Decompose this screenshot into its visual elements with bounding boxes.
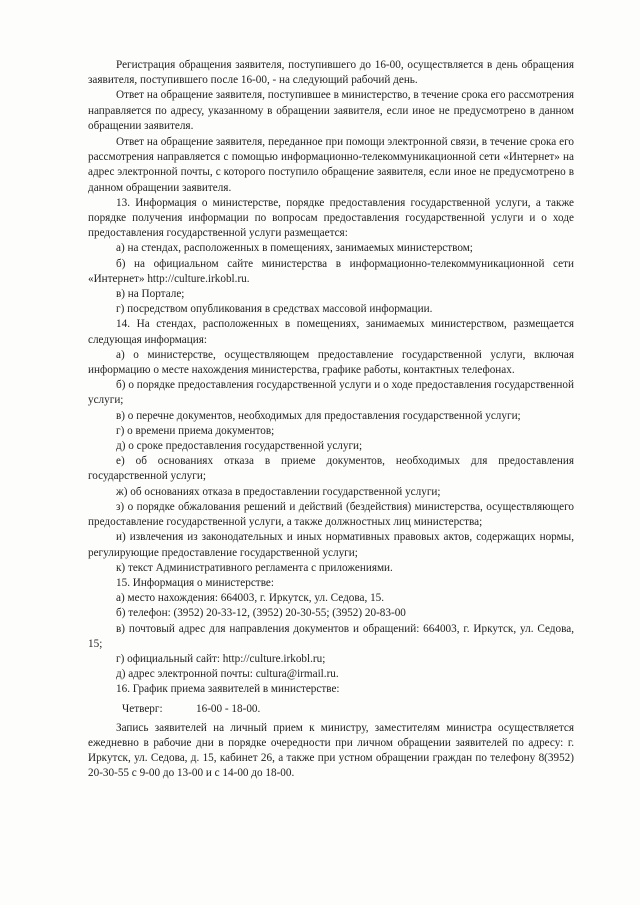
- list-item-15e: д) адрес электронной почты: cultura@irmail.ru.: [116, 668, 339, 681]
- list-item-15c: в) почтовый адрес для направления документов и обращений: 664003, г. Иркутск, ул. Седова, 15;: [88, 622, 574, 650]
- list-item-14k: к) текст Административного регламента с приложениями.: [116, 561, 393, 574]
- list-item-14d: г) о времени приема документов;: [116, 424, 275, 437]
- list-item-13a: а) на стендах, расположенных в помещениях, занимаемых министерством;: [116, 242, 473, 255]
- paragraph-section-14: 14. На стендах, расположенных в помещениях, занимаемых министерством, размещается следующая информация:: [88, 318, 574, 346]
- list-item-14g: ж) об основаниях отказа в предоставлении государственной услуги;: [116, 485, 441, 498]
- schedule-hours: 16-00 - 18-00.: [196, 702, 261, 715]
- list-item-14h: з) о порядке обжалования решений и действий (бездействия) министерства, осуществляющего предоставление государственной услуги, а также должностных лиц министерства;: [88, 500, 574, 529]
- paragraph-reply-electronic: Ответ на обращение заявителя, переданное при помощи электронной связи, в течение срока его рассмотрения направляется с помощью информационно-телекоммуникационной сети «Интернет» на адрес электронной почты, с которого поступило обращение заявителя, если иное не предусмотрено в данном обращении заявителя.: [88, 136, 574, 194]
- paragraph-reply-postal: Ответ на обращение заявителя, поступившее в министерство, в течение срока его рассмотрения направляется по адресу, указанному в обращении заявителя, если иное не предусмотрено в данном обращении заявителя.: [88, 89, 574, 132]
- schedule-day: Четверг:: [122, 702, 163, 715]
- list-item-13b: б) на официальном сайте министерства в информационно-телекоммуникационной сети «Интернет» http://culture.irkobl.ru.: [88, 257, 574, 285]
- paragraph-section-13: 13. Информация о министерстве, порядке предоставления государственной услуги, а также порядке получения информации по вопросам предоставления государственной услуги и о ходе предоставления государственной услуги размещается:: [88, 196, 574, 240]
- paragraph-section-15: 15. Информация о министерстве:: [116, 576, 274, 589]
- list-item-14e: д) о сроке предоставления государственной услуги;: [116, 440, 363, 453]
- schedule-row: [88, 702, 574, 717]
- list-item-14b: б) о порядке предоставления государственной услуги и о ходе предоставления государственной услуги;: [88, 379, 574, 407]
- list-item-15b: б) телефон: (3952) 20-33-12, (3952) 20-30-55; (3952) 20-83-00: [116, 607, 406, 620]
- list-item-15a: а) место нахождения: 664003, г. Иркутск, ул. Седова, 15.: [116, 592, 385, 605]
- list-item-14f: е) об основаниях отказа в приеме документов, необходимых для предоставления государственной услуги;: [88, 455, 574, 483]
- paragraph-registration: Регистрация обращения заявителя, поступившего до 16-00, осуществляется в день обращения заявителя, поступившего после 16-00, - на следующий рабочий день.: [88, 59, 574, 87]
- list-item-14c: в) о перечне документов, необходимых для предоставления государственной услуги;: [116, 409, 521, 422]
- list-item-13c: в) на Портале;: [116, 288, 185, 301]
- document-body: [88, 58, 574, 782]
- paragraph-section-16: 16. График приема заявителей в министерстве:: [116, 683, 340, 696]
- list-item-13d: г) посредством опубликования в средствах массовой информации.: [116, 303, 433, 316]
- list-item-14a: а) о министерстве, осуществляющем предоставление государственной услуги, включая информацию о месте нахождения министерства, графике работы, контактных телефонах.: [88, 348, 574, 377]
- paragraph-closing: Запись заявителей на личный прием к министру, заместителям министра осуществляется ежедневно в рабочие дни в порядке очередности при личном обращении заявителей по адресу: г. Иркутск, ул. Седова, д. 15, кабинет 26, а также при устном обращении граждан по телефону 8(3952) 20-30-55 с 9-00 до 13-00 и с 14-00 до 18-00.: [88, 721, 574, 780]
- list-item-15d: г) официальный сайт: http://culture.irkobl.ru;: [116, 652, 326, 665]
- list-item-14i: и) извлечения из законодательных и иных нормативных правовых актов, содержащих нормы, регулирующие предоставление государственной услуги;: [88, 531, 574, 559]
